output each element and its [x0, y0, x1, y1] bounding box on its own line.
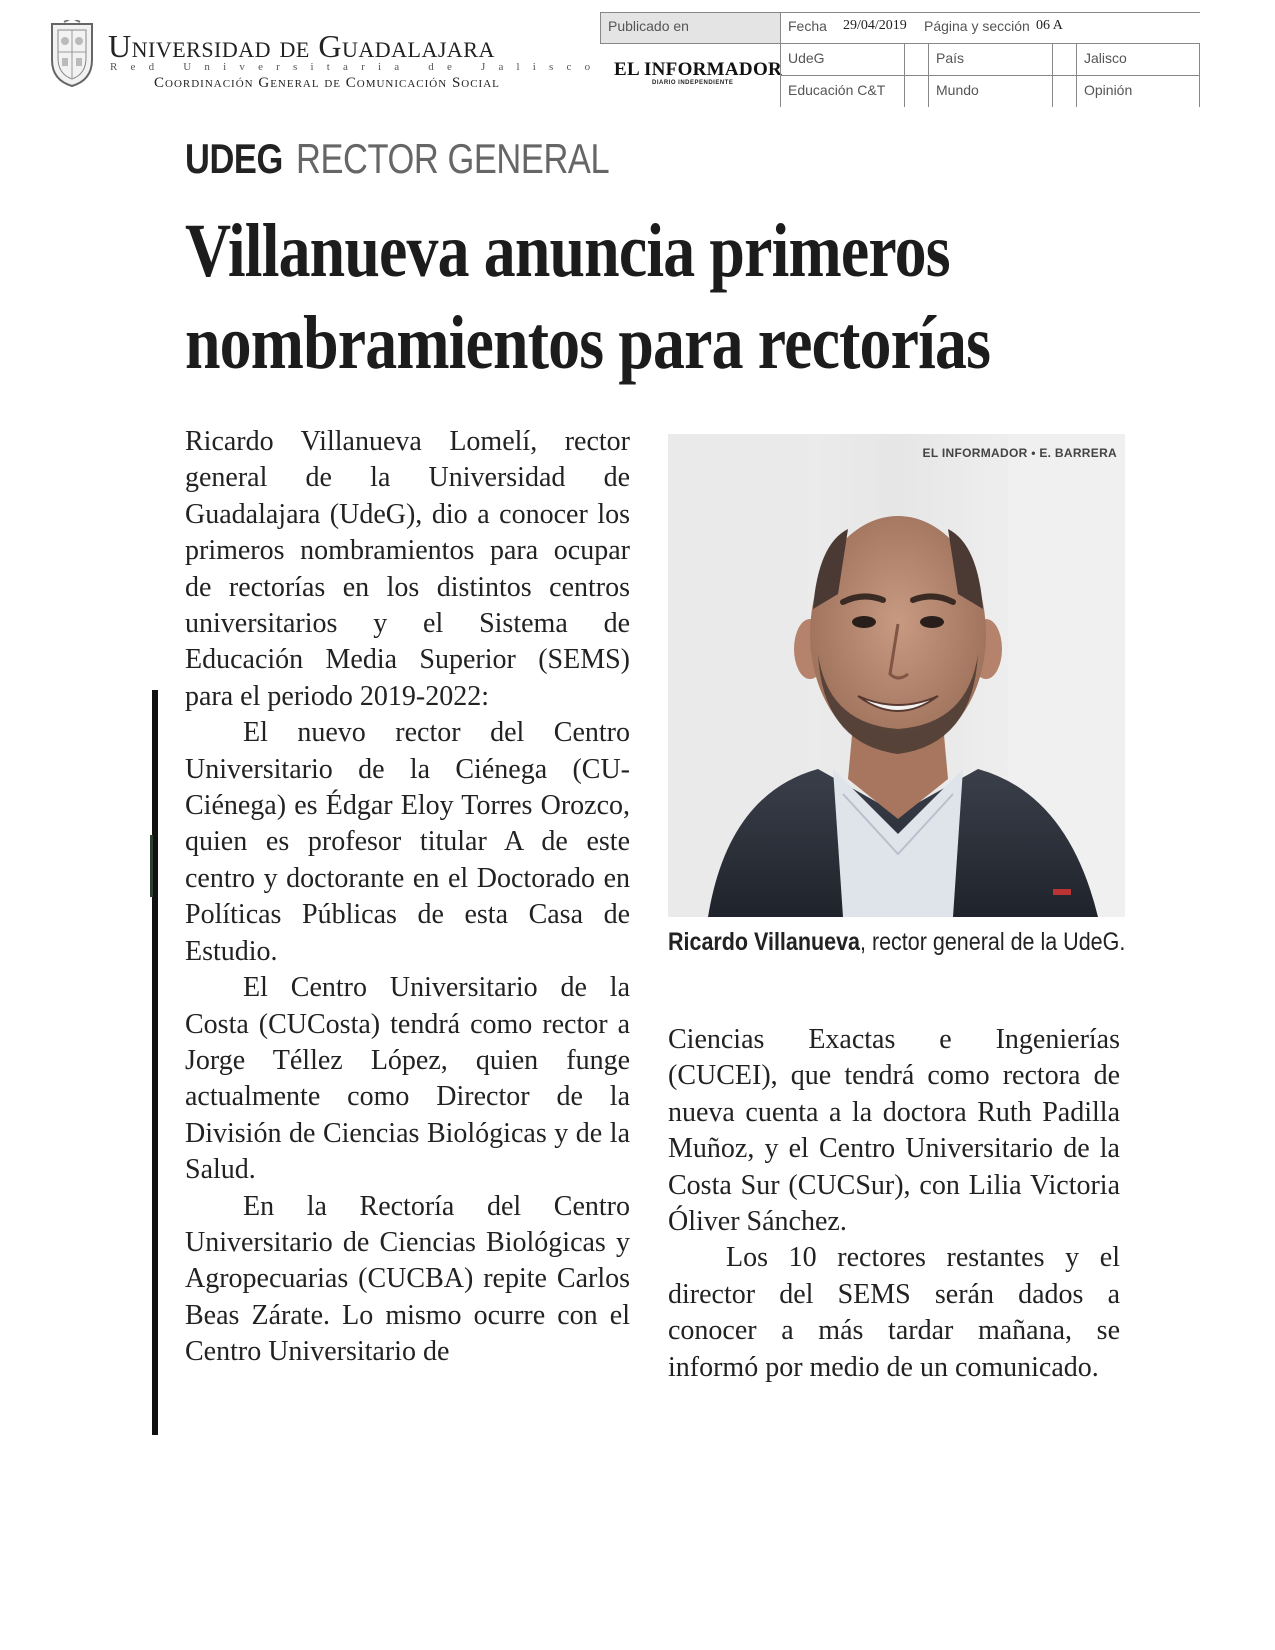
table-line: [780, 75, 1200, 76]
table-line: [600, 12, 601, 43]
margin-rule: [152, 690, 158, 1435]
table-line: [600, 43, 1200, 44]
category-udeg: UdeG: [788, 50, 825, 66]
university-name: Universidad de Guadalajara: [108, 28, 495, 64]
paragraph-cucosta: El Centro Universitario de la Costa (CUCosta) tendrá como rector a Jorge Téllez López, quien funge actualmente como Director de la División de Ciencias Biológicas y de la Salud.: [185, 972, 630, 1186]
university-header: [46, 20, 604, 95]
category-opinion: Opinión: [1084, 82, 1133, 98]
caption-name: Ricardo Villanueva: [668, 928, 860, 956]
newspaper-name: EL INFORMADOR: [614, 59, 783, 80]
coordination-name: Coordinación General de Comunicación Social: [154, 75, 500, 91]
date-value: 29/04/2019: [843, 18, 907, 33]
table-line: [928, 43, 929, 107]
article-column-right: [668, 1022, 1120, 1386]
table-line: [1076, 43, 1077, 107]
paragraph-intro: Ricardo Villanueva Lomelí, rector general de la Universidad de Guadalajara (UdeG), dio a conocer los primeros nombramientos para ocupar de rectorías en los distintos centros universitarios y el Sistema de Educación Media Superior (SEMS) para el periodo 2019-2022:: [185, 426, 630, 712]
table-line: [904, 43, 905, 107]
portrait-image: [668, 434, 1125, 917]
category-mundo: Mundo: [936, 82, 979, 98]
margin-rule-accent: [150, 835, 153, 897]
category-pais: País: [936, 50, 965, 66]
table-line: [1199, 43, 1200, 107]
published-in-label: Publicado en: [600, 12, 780, 43]
section-header: [185, 135, 609, 183]
paragraph-cucei: Ciencias Exactas e Ingenierías (CUCEI), que tendrá como rectora de nueva cuenta a la doctora Ruth Padilla Muñoz, y el Centro Universitario de la Costa Sur (CUCSur), con Lilia Victoria Óliver Sánchez.: [668, 1024, 1120, 1238]
paragraph-closing: Los 10 rectores restantes y el director del SEMS serán dados a conocer a más tardar mañana, se informó por medio de un comunicado.: [668, 1242, 1120, 1383]
paragraph-cucienega: El nuevo rector del Centro Universitario de la Ciénega (CU-Ciénega) es Édgar Eloy Torres Orozco, quien es profesor titular A de este centro y doctorante en el Doctorado en Políticas Públicas de esta Casa de Estudio.: [185, 717, 630, 967]
article-column-left: [185, 424, 630, 1371]
table-line: [600, 12, 1200, 13]
page-value: 06 A: [1036, 18, 1063, 33]
newspaper-tagline: DIARIO INDEPENDIENTE: [652, 80, 734, 86]
caption-text: , rector general de la UdeG.: [859, 928, 1126, 956]
photo-credit: EL INFORMADOR • E. BARRERA: [922, 446, 1117, 460]
publication-table: [600, 12, 1200, 107]
section-light: RECTOR GENERAL: [295, 135, 610, 182]
category-educacion: Educación C&T: [788, 82, 886, 98]
category-jalisco: Jalisco: [1084, 50, 1127, 66]
university-seal-icon: [46, 20, 98, 88]
headline: Villanueva anuncia primeros nombramientos para rectorías: [185, 209, 991, 385]
table-line: [1052, 43, 1053, 107]
date-label: Fecha: [788, 18, 827, 34]
article-photo: [668, 434, 1125, 917]
university-network: Red Universitaria de Jalisco: [110, 61, 604, 73]
paragraph-cucba: En la Rectoría del Centro Universitario de Ciencias Biológicas y Agropecuarias (CUCBA) repite Carlos Beas Zárate. Lo mismo ocurre con el Centro Universitario de: [185, 1190, 630, 1368]
page-label: Página y sección: [924, 18, 1030, 34]
table-line: [780, 12, 781, 107]
section-bold: UDEG: [185, 135, 283, 182]
photo-caption: [668, 925, 1128, 960]
